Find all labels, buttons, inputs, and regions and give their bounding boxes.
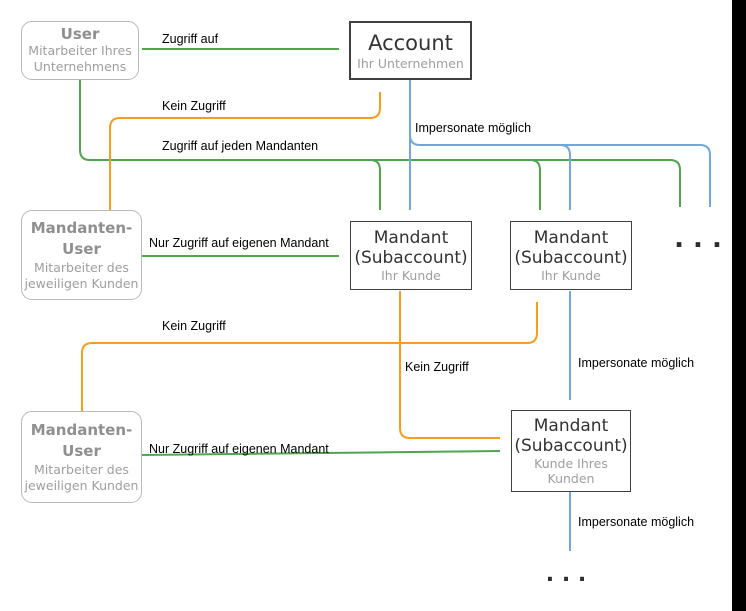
node-account-title: Account: [368, 30, 453, 55]
node-mandanten-user-2: [21, 411, 142, 503]
edge-label-kein-zugriff-mid: Kein Zugriff: [162, 319, 226, 333]
node-mandanten-user-1-subtitle-1: Mitarbeiter des: [34, 260, 129, 275]
edge-label-impersonate-mid: Impersonate möglich: [578, 356, 695, 370]
edge-label-kein-zugriff-top: Kein Zugriff: [162, 99, 226, 113]
edge-label-impersonate-top: Impersonate möglich: [415, 121, 532, 135]
edge-zugriff-jeden-branch-2: [530, 160, 540, 210]
node-mandant-3-title-2: (Subaccount): [514, 436, 628, 456]
node-mandant-2-title-1: Mandant: [533, 228, 609, 248]
node-mandant-1-title-2: (Subaccount): [354, 248, 468, 268]
node-account: [349, 21, 472, 80]
node-account-subtitle: Ihr Unternehmen: [357, 55, 464, 71]
node-mandanten-user-1-title-2: User: [62, 240, 101, 258]
edge-label-zugriff-jeden: Zugriff auf jeden Mandanten: [162, 139, 319, 153]
node-mandanten-user-1-title-1: Mandanten-: [30, 219, 133, 237]
edge-kein-zugriff-mid: [82, 302, 537, 411]
node-user: [21, 21, 139, 80]
node-mandant-3: [511, 410, 631, 492]
node-mandant-2: [510, 221, 632, 290]
right-black-bar: [732, 0, 746, 611]
edge-label-impersonate-bottom: Impersonate möglich: [578, 515, 695, 529]
ellipsis-more-submandanten: . . .: [545, 562, 587, 587]
edge-label-zugriff-auf: Zugriff auf: [162, 32, 219, 46]
node-user-title: User: [60, 25, 100, 43]
node-mandant-3-title-1: Mandant: [533, 416, 609, 436]
node-mandant-2-subtitle: Ihr Kunde: [541, 268, 601, 283]
node-mandant-1-title-1: Mandant: [373, 228, 449, 248]
node-mandanten-user-2-subtitle-2: jeweiligen Kunden: [24, 478, 139, 493]
edge-label-nur-zugriff-1: Nur Zugriff auf eigenen Mandant: [149, 236, 329, 250]
ellipsis-more-mandanten: . . .: [674, 224, 722, 254]
node-mandanten-user-1: [21, 210, 142, 300]
edge-label-nur-zugriff-2: Nur Zugriff auf eigenen Mandant: [149, 442, 329, 456]
node-mandant-2-title-2: (Subaccount): [514, 248, 628, 268]
node-mandant-1-subtitle: Ihr Kunde: [381, 268, 441, 283]
edge-zugriff-jeden-branch-1: [370, 160, 380, 210]
node-user-subtitle-2: Unternehmens: [33, 59, 127, 74]
node-mandanten-user-2-subtitle-1: Mitarbeiter des: [34, 462, 129, 477]
edge-label-kein-zugriff-right: Kein Zugriff: [405, 360, 469, 374]
node-mandant-1: [350, 221, 472, 290]
edge-impersonate-branch-2: [560, 145, 570, 210]
node-mandanten-user-2-title-1: Mandanten-: [30, 421, 133, 439]
node-user-subtitle-1: Mitarbeiter Ihres: [28, 43, 132, 58]
node-mandanten-user-1-subtitle-2: jeweiligen Kunden: [24, 276, 139, 291]
node-mandant-3-subtitle-2: Kunden: [547, 471, 595, 486]
node-mandanten-user-2-title-2: User: [62, 442, 101, 460]
node-mandant-3-subtitle-1: Kunde Ihres: [534, 456, 608, 471]
